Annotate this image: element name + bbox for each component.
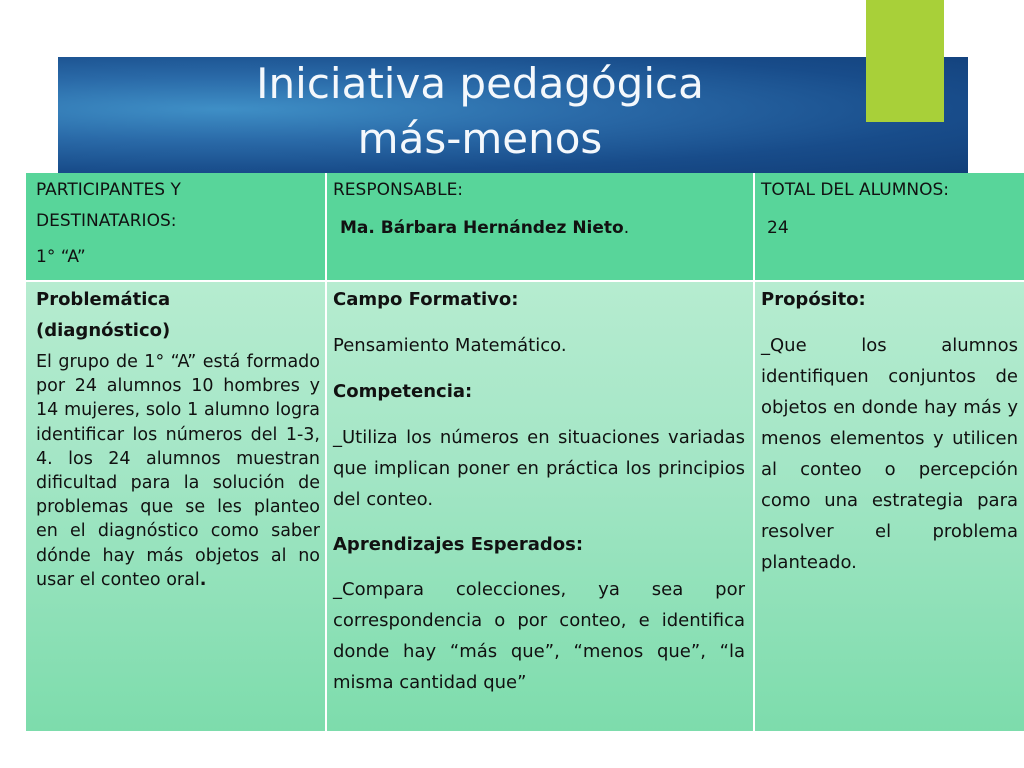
proposito-text: _Que los alumnos identifiquen conjuntos de objetos en donde hay más y menos elementos y utilicen al conteo o percepción como una estrategia para resolver el problema planteado. xyxy=(761,335,1018,573)
campo-cell xyxy=(333,284,745,698)
participants-label-2: DESTINATARIOS: xyxy=(36,211,177,231)
accent-bar xyxy=(866,0,944,122)
total-label: TOTAL DEL ALUMNOS: xyxy=(761,180,950,200)
column-divider-2 xyxy=(753,173,755,731)
competencia-text: _Utiliza los números en situaciones variadas que implican poner en práctica los principios del conteo. xyxy=(333,427,745,510)
problematica-heading-1: Problemática xyxy=(36,289,171,310)
participants-cell xyxy=(36,175,320,273)
campo-heading: Campo Formativo: xyxy=(333,289,519,310)
title-line-1: Iniciativa pedagógica xyxy=(256,59,704,108)
proposito-heading: Propósito: xyxy=(761,289,866,310)
problematica-heading-2: (diagnóstico) xyxy=(36,320,171,341)
participants-value: 1° “A” xyxy=(36,247,86,267)
responsible-value: Ma. Bárbara Hernández Nieto xyxy=(340,218,624,238)
aprendizajes-text: _Compara colecciones, ya sea por correspondencia o por conteo, e identifica donde hay “más que”, “menos que”, “la misma cantidad que” xyxy=(333,579,745,693)
total-value: 24 xyxy=(767,218,789,238)
row-divider xyxy=(26,280,1024,282)
column-divider-1 xyxy=(325,173,327,731)
total-cell xyxy=(761,175,1018,244)
slide-title xyxy=(0,56,960,166)
participants-label-1: PARTICIPANTES Y xyxy=(36,180,181,200)
campo-text: Pensamiento Matemático. xyxy=(333,335,567,356)
problematica-cell xyxy=(36,284,320,592)
responsible-cell xyxy=(333,175,745,244)
competencia-heading: Competencia: xyxy=(333,381,473,402)
problematica-text-end: . xyxy=(199,569,207,590)
problematica-text: El grupo de 1° “A” está formado por 24 alumnos 10 hombres y 14 mujeres, solo 1 alumno logra identificar los números del 1-3, 4. los 24 alumnos muestran dificultad para la solución de problemas que se les planteo en el diagnóstico como saber dónde hay más objetos al no usar el conteo oral xyxy=(36,352,320,590)
responsible-label: RESPONSABLE: xyxy=(333,180,464,200)
title-line-2: más-menos xyxy=(357,114,603,163)
aprendizajes-heading: Aprendizajes Esperados: xyxy=(333,534,584,555)
problematica-text-block xyxy=(36,350,320,592)
responsible-suffix: . xyxy=(623,218,630,238)
proposito-cell xyxy=(761,284,1018,578)
planning-table xyxy=(26,173,1024,731)
responsible-value-line xyxy=(340,213,745,244)
